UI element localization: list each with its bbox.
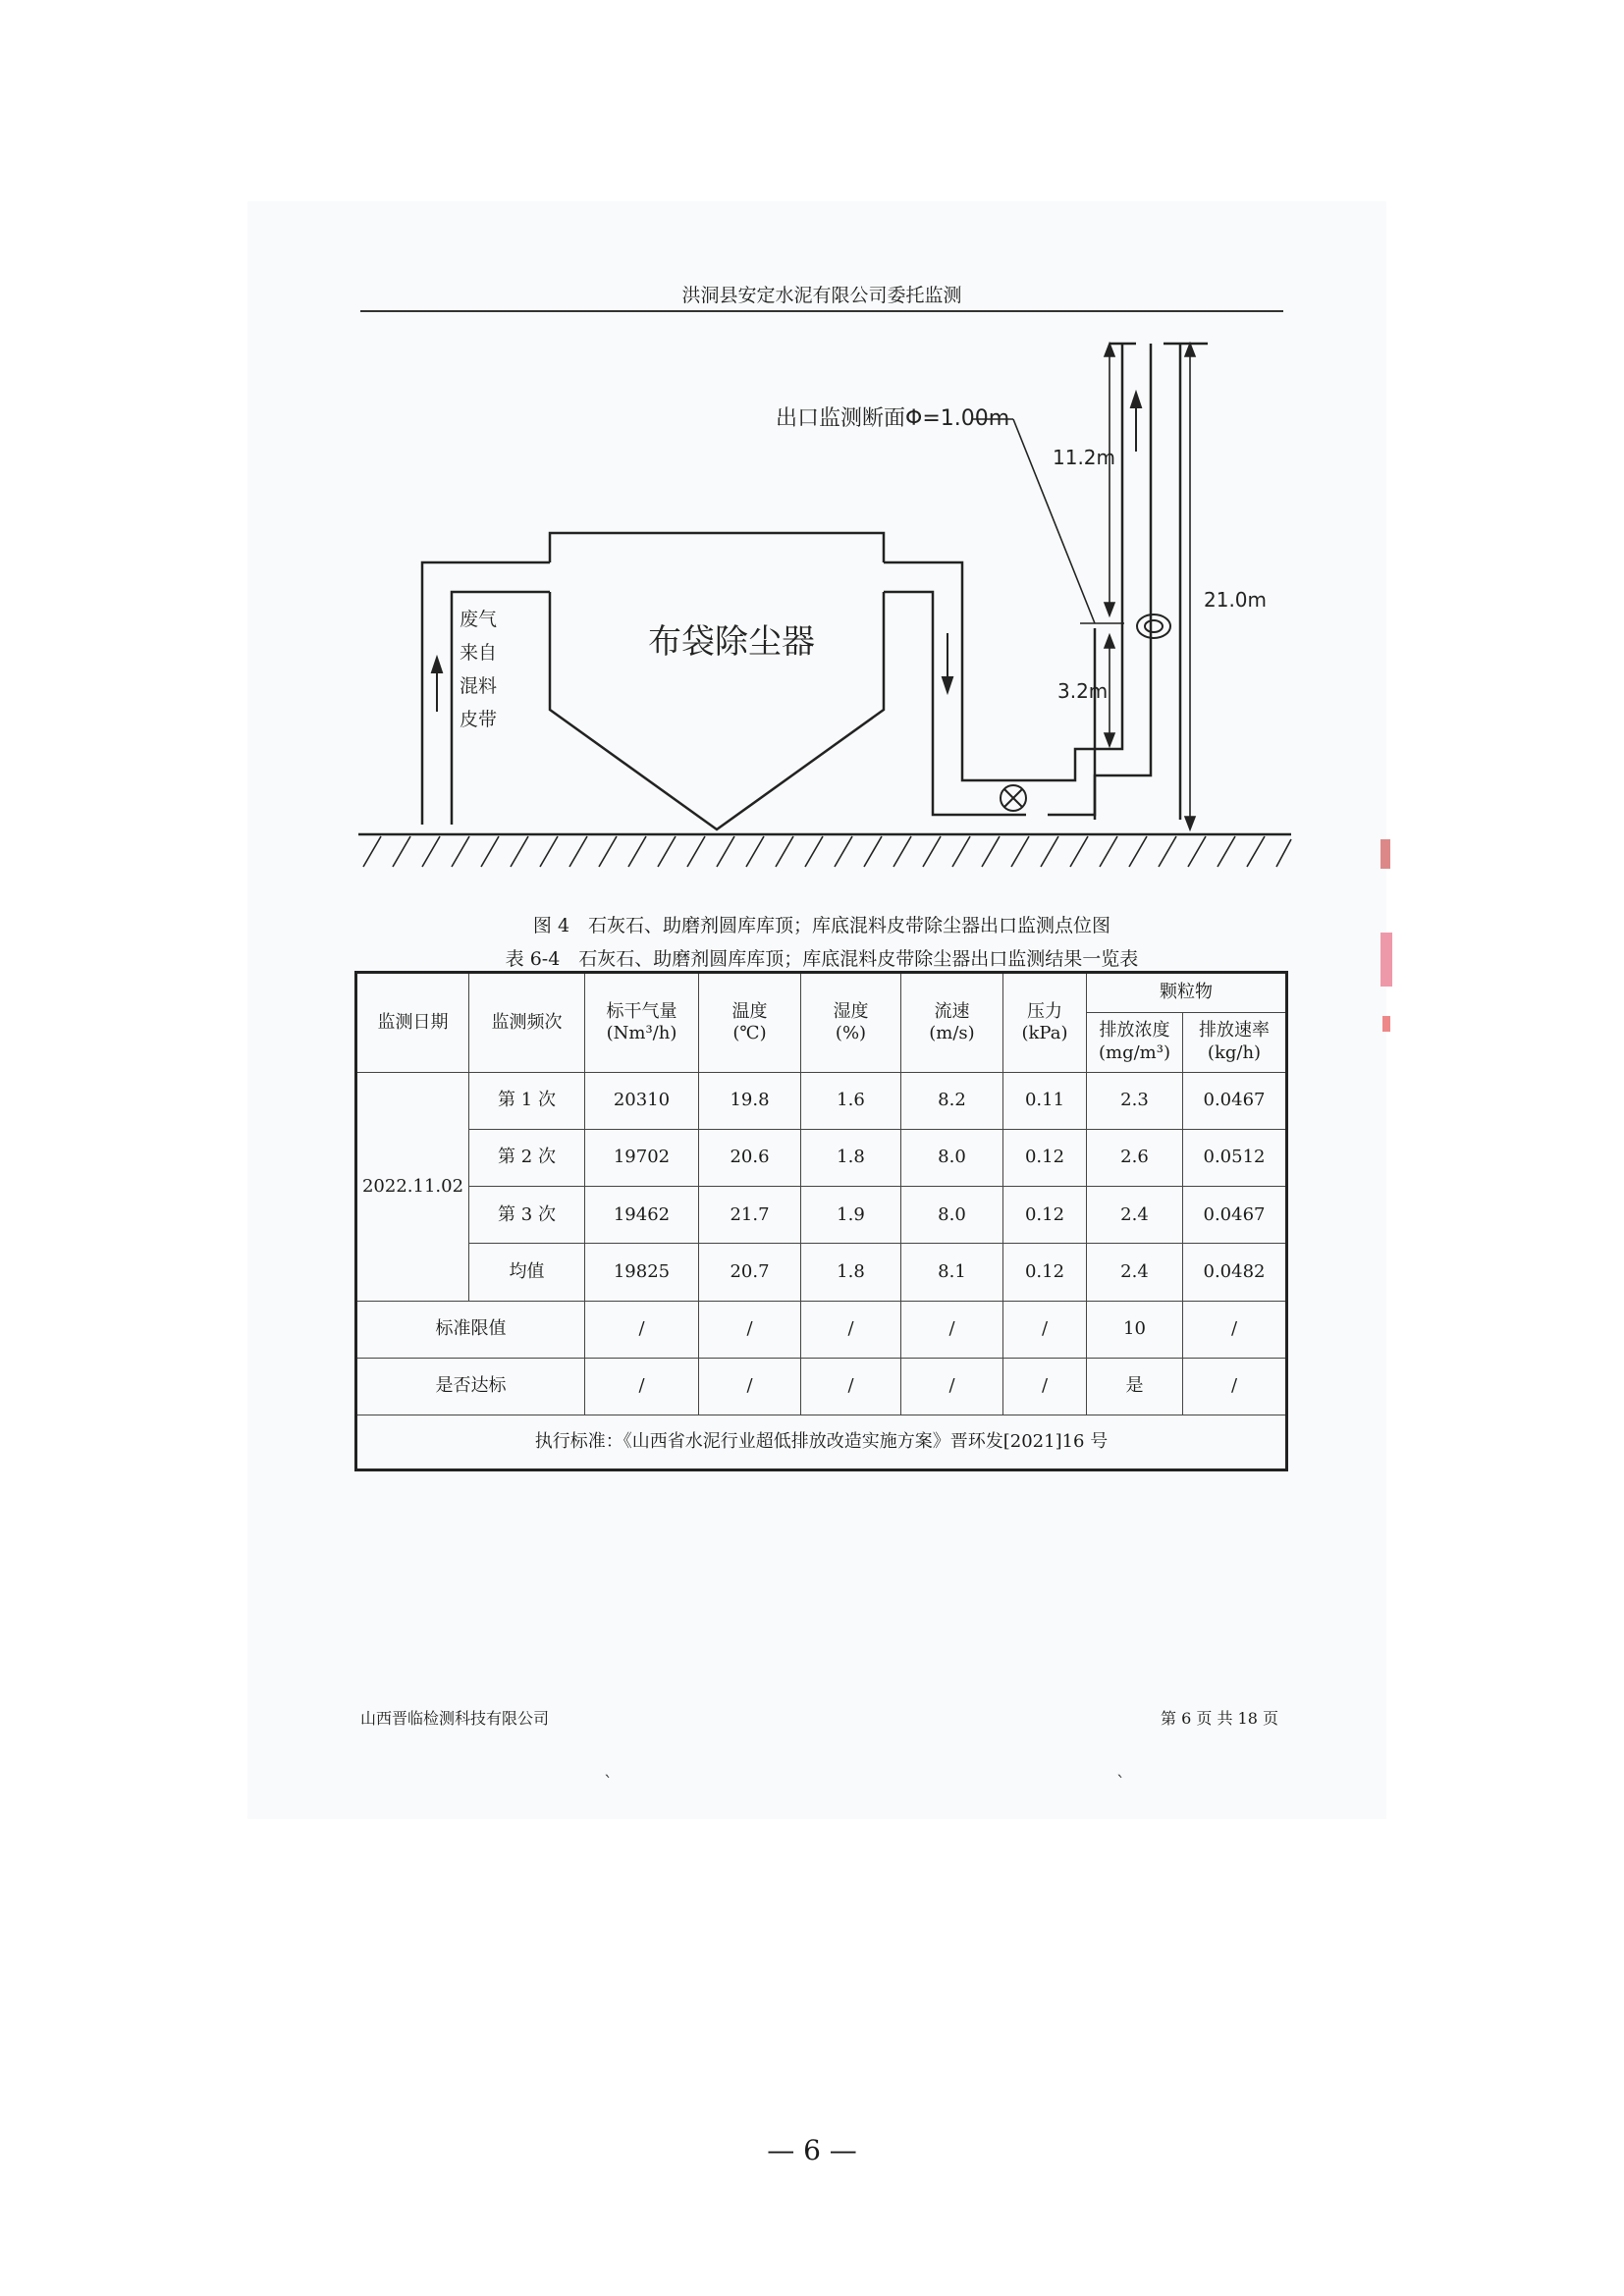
- humidity-label: 湿度: [833, 1000, 869, 1022]
- standard-row: [356, 1415, 1287, 1469]
- section-label: 出口监测断面Φ=1.00m: [776, 406, 1010, 431]
- table-row: [356, 1130, 1287, 1187]
- compliance-cell: /: [1183, 1358, 1287, 1415]
- limit-conc-cell: 10: [1087, 1301, 1183, 1358]
- temp-cell: 20.7: [699, 1244, 801, 1301]
- pressure-cell: 0.12: [1003, 1244, 1087, 1301]
- humidity-unit: (%): [835, 1023, 867, 1043]
- velocity-cell: 8.2: [901, 1073, 1003, 1130]
- rate-cell: 0.0467: [1183, 1187, 1287, 1244]
- scan-speck: ˋ: [1116, 1773, 1125, 1793]
- outlet-duct: [884, 562, 1151, 815]
- pressure-unit: (kPa): [1021, 1023, 1068, 1043]
- limit-cell: /: [585, 1301, 699, 1358]
- rate-cell: 0.0467: [1183, 1073, 1287, 1130]
- flow-cell: 19825: [585, 1244, 699, 1301]
- date-cell: 2022.11.02: [356, 1073, 469, 1302]
- freq-cell: 第 2 次: [469, 1130, 585, 1187]
- velocity-unit: (m/s): [929, 1023, 975, 1043]
- header-rule: [360, 310, 1283, 312]
- col-header-velocity: [901, 973, 1003, 1073]
- rate-label: 排放速率: [1199, 1020, 1270, 1041]
- compliance-cell: /: [801, 1358, 901, 1415]
- monitoring-point-diagram: [353, 329, 1296, 879]
- table-row-mean: [356, 1244, 1287, 1301]
- velocity-cell: 8.0: [901, 1130, 1003, 1187]
- velocity-cell: 8.1: [901, 1244, 1003, 1301]
- humidity-cell: 1.6: [801, 1073, 901, 1130]
- results-table: [354, 971, 1288, 1471]
- freq-cell: 均值: [469, 1244, 585, 1301]
- temp-cell: 21.7: [699, 1187, 801, 1244]
- limit-cell: /: [699, 1301, 801, 1358]
- compliance-cell: /: [699, 1358, 801, 1415]
- col-header-temp: [699, 973, 801, 1073]
- limit-cell: /: [801, 1301, 901, 1358]
- velocity-cell: 8.0: [901, 1187, 1003, 1244]
- inlet-label-line4: 皮带: [460, 709, 498, 730]
- dim-upper-label: 11.2m: [1053, 446, 1116, 469]
- freq-cell: 第 1 次: [469, 1073, 585, 1130]
- col-header-date: 监测日期: [356, 973, 469, 1073]
- compliance-cell: /: [1003, 1358, 1087, 1415]
- conc-cell: 2.3: [1087, 1073, 1183, 1130]
- sampling-port-icon: [1137, 614, 1170, 638]
- fan-icon: [1001, 785, 1026, 811]
- conc-cell: 2.6: [1087, 1130, 1183, 1187]
- velocity-label: 流速: [934, 1000, 970, 1022]
- compliance-row: [356, 1358, 1287, 1415]
- red-seal-edge: [1379, 839, 1394, 1055]
- col-header-flow: [585, 973, 699, 1073]
- col-header-pressure: [1003, 973, 1087, 1073]
- header-row-1: [356, 973, 1287, 1013]
- pressure-cell: 0.11: [1003, 1073, 1087, 1130]
- inlet-label-line3: 混料: [460, 675, 498, 697]
- rate-unit: (kg/h): [1207, 1041, 1262, 1063]
- figure-caption: 图 4 石灰石、助磨剂圆库库顶；库底混料皮带除尘器出口监测点位图: [532, 915, 1111, 936]
- flow-cell: 19702: [585, 1130, 699, 1187]
- limit-cell: /: [1003, 1301, 1087, 1358]
- conc-cell: 2.4: [1087, 1244, 1183, 1301]
- footer-company: 山西晋临检测科技有限公司: [360, 1709, 550, 1728]
- flow-cell: 20310: [585, 1073, 699, 1130]
- rate-cell: 0.0512: [1183, 1130, 1287, 1187]
- rate-cell: 0.0482: [1183, 1244, 1287, 1301]
- humidity-cell: 1.8: [801, 1244, 901, 1301]
- temp-unit: (℃): [732, 1023, 767, 1043]
- scan-speck: ˋ: [604, 1773, 613, 1793]
- col-header-conc: [1087, 1012, 1183, 1072]
- freq-cell: 第 3 次: [469, 1187, 585, 1244]
- dim-total-label: 21.0m: [1204, 588, 1268, 612]
- limit-cell: /: [901, 1301, 1003, 1358]
- temp-cell: 20.6: [699, 1130, 801, 1187]
- ground-hatching: [363, 836, 1291, 867]
- conc-label: 排放浓度: [1099, 1020, 1170, 1041]
- compliance-conc-cell: 是: [1087, 1358, 1183, 1415]
- page-number: — 6 —: [767, 2134, 857, 2166]
- bag-filter-body: [550, 533, 884, 829]
- col-header-rate: [1183, 1012, 1287, 1072]
- table-row: [356, 1073, 1287, 1130]
- inlet-label-line2: 来自: [460, 642, 498, 664]
- dimension-lines: [1080, 344, 1195, 829]
- pressure-label: 压力: [1027, 1000, 1062, 1022]
- col-header-humidity: [801, 973, 901, 1073]
- temp-label: 温度: [731, 1000, 768, 1022]
- dim-lower-label: 3.2m: [1057, 679, 1109, 703]
- compliance-label: 是否达标: [356, 1358, 585, 1415]
- col-header-particulate: 颗粒物: [1087, 973, 1287, 1013]
- conc-cell: 2.4: [1087, 1187, 1183, 1244]
- table-row: [356, 1187, 1287, 1244]
- flow-arrows: [432, 393, 1141, 712]
- footer-page-info: 第 6 页 共 18 页: [1161, 1709, 1278, 1728]
- flow-unit: (Nm³/h): [606, 1023, 677, 1043]
- flow-label: 标干气量: [606, 1000, 677, 1022]
- humidity-cell: 1.8: [801, 1130, 901, 1187]
- temp-cell: 19.8: [699, 1073, 801, 1130]
- table-caption: 表 6-4 石灰石、助磨剂圆库库顶；库底混料皮带除尘器出口监测结果一览表: [505, 948, 1139, 970]
- collector-label: 布袋除尘器: [648, 622, 815, 662]
- compliance-cell: /: [585, 1358, 699, 1415]
- limit-cell: /: [1183, 1301, 1287, 1358]
- conc-unit: (mg/m³): [1099, 1041, 1170, 1063]
- humidity-cell: 1.9: [801, 1187, 901, 1244]
- pressure-cell: 0.12: [1003, 1187, 1087, 1244]
- col-header-freq: 监测频次: [469, 973, 585, 1073]
- limit-label: 标准限值: [356, 1301, 585, 1358]
- flow-cell: 19462: [585, 1187, 699, 1244]
- standard-cell: 执行标准：《山西省水泥行业超低排放改造实施方案》晋环发[2021]16 号: [356, 1415, 1287, 1469]
- document-header: 洪洞县安定水泥有限公司委托监测: [681, 285, 962, 306]
- compliance-cell: /: [901, 1358, 1003, 1415]
- limit-row: [356, 1301, 1287, 1358]
- inlet-label-line1: 废气: [460, 609, 498, 630]
- pressure-cell: 0.12: [1003, 1130, 1087, 1187]
